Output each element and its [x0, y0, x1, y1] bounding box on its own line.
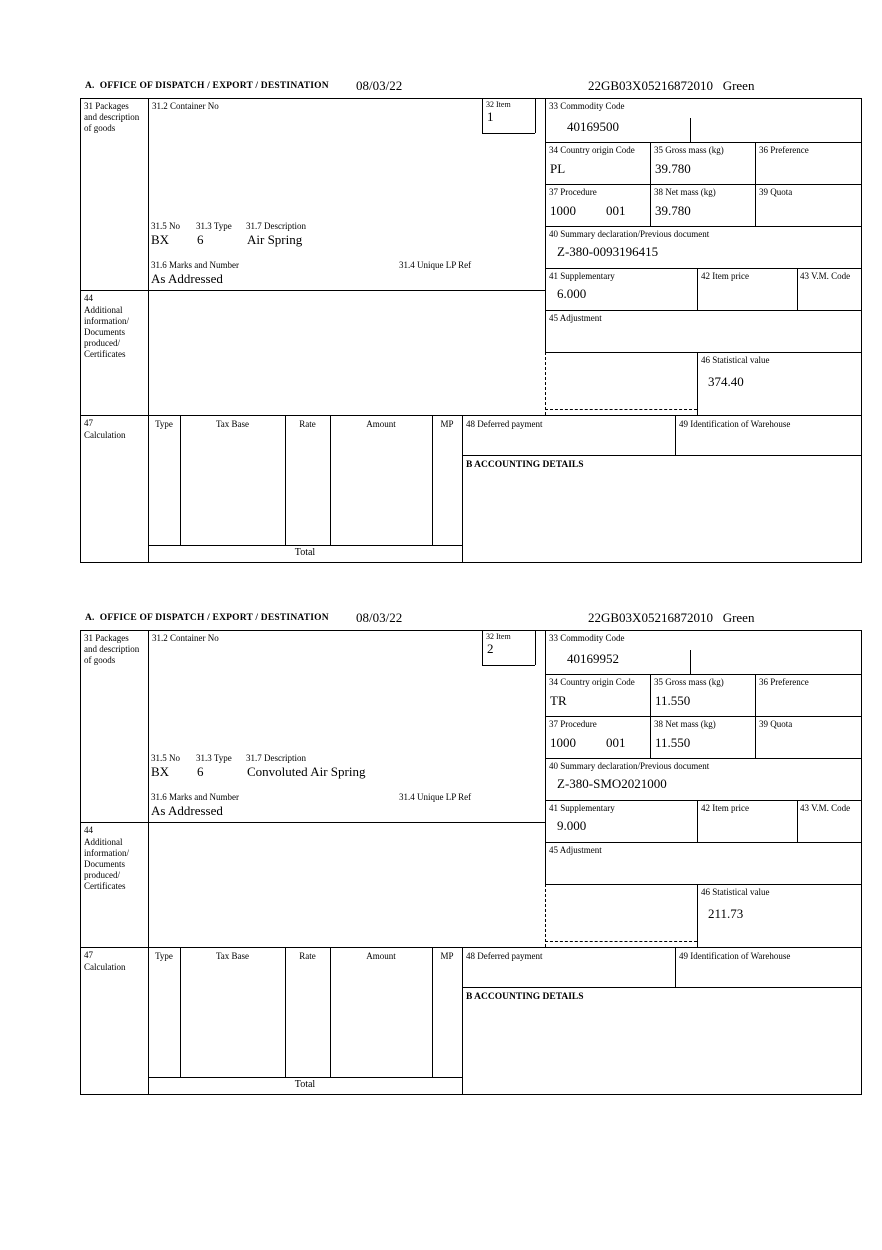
calculation-number: 47 [84, 950, 93, 960]
item-number: 2 [487, 641, 494, 656]
grid-line [462, 455, 862, 456]
accounting-details-label: B ACCOUNTING DETAILS [466, 460, 584, 470]
supplementary-value: 6.000 [557, 286, 587, 301]
marks-value: As Addressed [151, 271, 223, 286]
sad-continuation-copy [0, 78, 882, 610]
grid-line [545, 674, 862, 675]
declaration-reference: 22GB03X05216872010 Green [588, 78, 755, 93]
preference-label: 36 Preference [759, 677, 809, 687]
quota-label: 39 Quota [759, 719, 793, 729]
additional-info-number: 44 [84, 293, 93, 303]
gross-mass-label: 35 Gross mass (kg) [654, 145, 724, 155]
col-amount-label: Amount [366, 419, 396, 429]
item-box-border [535, 630, 536, 665]
warehouse-id-label: 49 Identification of Warehouse [679, 419, 791, 429]
table-column-line [180, 947, 181, 1077]
col-rate-label: Rate [299, 951, 316, 961]
unique-lp-ref-label: 31.4 Unique LP Ref [399, 260, 472, 270]
col-mp-label: MP [440, 951, 454, 961]
table-column-line [285, 415, 286, 545]
total-row-line [148, 1077, 462, 1078]
item-box-label: 32 Item [486, 100, 511, 109]
commodity-code-value: 40169500 [567, 119, 619, 134]
country-origin-label: 34 Country origin Code [549, 145, 635, 155]
gross-mass-label: 35 Gross mass (kg) [654, 677, 724, 687]
table-column-line [285, 947, 286, 1077]
additional-info-label: Additional information/ Documents produced/ Certificates [84, 837, 129, 891]
marks-value: As Addressed [151, 803, 223, 818]
calculation-number: 47 [84, 418, 93, 428]
accounting-details-label: B ACCOUNTING DETAILS [466, 992, 584, 1002]
goods-description-value: Air Spring [247, 232, 303, 247]
grid-line [80, 947, 862, 948]
dashed-grid-line [545, 352, 546, 415]
grid-line [148, 630, 149, 1095]
item-box-border [482, 133, 535, 134]
package-kind-value: BX [151, 764, 170, 779]
item-number: 1 [487, 109, 494, 124]
packages-description-label: 31 Packages and description of goods [84, 101, 140, 133]
grid-line [545, 800, 862, 801]
statistical-value: 374.40 [708, 374, 744, 389]
additional-info-number: 44 [84, 825, 93, 835]
statistical-value: 211.73 [708, 906, 744, 921]
dashed-grid-line [545, 941, 697, 942]
grid-line [462, 415, 463, 563]
col-amount-label: Amount [366, 951, 396, 961]
gross-mass-value: 11.550 [655, 693, 691, 708]
declaration-form-border [80, 98, 862, 563]
net-mass-value: 39.780 [655, 203, 691, 218]
grid-line [545, 226, 862, 227]
grid-line [545, 758, 862, 759]
summary-declaration-label: 40 Summary declaration/Previous document [549, 229, 710, 239]
gross-mass-value: 39.780 [655, 161, 691, 176]
packages-description-label: 31 Packages and description of goods [84, 633, 140, 665]
sad-continuation-copy [0, 610, 882, 1142]
quota-label: 39 Quota [759, 187, 793, 197]
package-type-label: 31.3 Type [196, 221, 232, 231]
col-type-label: Type [155, 419, 173, 429]
package-kind-value: BX [151, 232, 170, 247]
package-no-label: 31.5 No [151, 753, 180, 763]
col-type-label: Type [155, 951, 173, 961]
item-box-label: 32 Item [486, 632, 511, 641]
grid-line [697, 268, 698, 310]
commodity-code-label: 33 Commodity Code [549, 633, 625, 643]
item-box-border [482, 665, 535, 666]
vm-code-label: 43 V.M. Code [800, 271, 851, 281]
country-origin-value: TR [550, 693, 567, 708]
statistical-value-label: 46 Statistical value [701, 355, 770, 365]
total-label: Total [294, 1079, 316, 1090]
package-no-label: 31.5 No [151, 221, 180, 231]
adjustment-label: 45 Adjustment [549, 845, 602, 855]
date-value: 08/03/22 [356, 610, 403, 625]
country-origin-value: PL [550, 161, 566, 176]
procedure-value-1: 1000 [550, 203, 576, 218]
table-column-line [330, 415, 331, 545]
calculation-label: Calculation [84, 430, 126, 440]
description-label: 31.7 Description [246, 753, 306, 763]
declaration-form-border [80, 630, 862, 1095]
grid-line [462, 987, 862, 988]
item-box-border [482, 630, 483, 665]
declaration-reference: 22GB03X05216872010 Green [588, 610, 755, 625]
previous-document-value: Z-380-SMO2021000 [557, 776, 667, 791]
supplementary-label: 41 Supplementary [549, 803, 615, 813]
net-mass-label: 38 Net mass (kg) [654, 719, 716, 729]
summary-declaration-label: 40 Summary declaration/Previous document [549, 761, 710, 771]
description-label: 31.7 Description [246, 221, 306, 231]
grid-line [697, 884, 698, 947]
adjustment-label: 45 Adjustment [549, 313, 602, 323]
table-column-line [330, 947, 331, 1077]
commodity-subfield-divider [690, 118, 691, 142]
total-label: Total [294, 547, 316, 558]
item-price-label: 42 Item price [701, 271, 749, 281]
grid-line [675, 947, 676, 987]
item-price-label: 42 Item price [701, 803, 749, 813]
col-rate-label: Rate [299, 419, 316, 429]
dashed-grid-line [545, 884, 546, 947]
country-origin-label: 34 Country origin Code [549, 677, 635, 687]
marks-number-label: 31.6 Marks and Number [151, 792, 239, 802]
grid-line [80, 290, 545, 291]
marks-number-label: 31.6 Marks and Number [151, 260, 239, 270]
grid-line [697, 800, 698, 842]
grid-line [545, 842, 862, 843]
package-type-label: 31.3 Type [196, 753, 232, 763]
grid-line [545, 98, 546, 352]
item-box-border [535, 98, 536, 133]
procedure-value-2: 001 [606, 203, 626, 218]
grid-line [545, 352, 862, 353]
container-no-label: 31.2 Container No [152, 633, 219, 643]
net-mass-label: 38 Net mass (kg) [654, 187, 716, 197]
office-of-dispatch-header: A. OFFICE OF DISPATCH / EXPORT / DESTINATION [85, 613, 329, 623]
calculation-label: Calculation [84, 962, 126, 972]
preference-label: 36 Preference [759, 145, 809, 155]
supplementary-label: 41 Supplementary [549, 271, 615, 281]
grid-line [675, 415, 676, 455]
deferred-payment-label: 48 Deferred payment [466, 951, 543, 961]
grid-line [545, 310, 862, 311]
additional-info-label: Additional information/ Documents produced/ Certificates [84, 305, 129, 359]
grid-line [797, 800, 798, 842]
warehouse-id-label: 49 Identification of Warehouse [679, 951, 791, 961]
goods-description-value: Convoluted Air Spring [247, 764, 366, 779]
procedure-value-2: 001 [606, 735, 626, 750]
grid-line [80, 822, 545, 823]
grid-line [462, 947, 463, 1095]
date-value: 08/03/22 [356, 78, 403, 93]
table-column-line [432, 947, 433, 1077]
grid-line [80, 415, 862, 416]
dashed-grid-line [545, 409, 697, 410]
grid-line [545, 630, 546, 884]
grid-line [545, 716, 862, 717]
commodity-code-label: 33 Commodity Code [549, 101, 625, 111]
item-box-border [482, 98, 483, 133]
supplementary-value: 9.000 [557, 818, 587, 833]
container-no-label: 31.2 Container No [152, 101, 219, 111]
procedure-label: 37 Procedure [549, 719, 597, 729]
grid-line [545, 184, 862, 185]
office-of-dispatch-header: A. OFFICE OF DISPATCH / EXPORT / DESTINATION [85, 81, 329, 91]
package-count-value: 6 [197, 232, 204, 247]
grid-line [545, 268, 862, 269]
grid-line [697, 352, 698, 415]
table-column-line [432, 415, 433, 545]
net-mass-value: 11.550 [655, 735, 691, 750]
total-row-line [148, 545, 462, 546]
commodity-subfield-divider [690, 650, 691, 674]
grid-line [545, 142, 862, 143]
deferred-payment-label: 48 Deferred payment [466, 419, 543, 429]
table-column-line [180, 415, 181, 545]
previous-document-value: Z-380-0093196415 [557, 244, 659, 259]
col-tax-base-label: Tax Base [215, 951, 250, 961]
col-tax-base-label: Tax Base [215, 419, 250, 429]
vm-code-label: 43 V.M. Code [800, 803, 851, 813]
commodity-code-value: 40169952 [567, 651, 619, 666]
unique-lp-ref-label: 31.4 Unique LP Ref [399, 792, 472, 802]
procedure-label: 37 Procedure [549, 187, 597, 197]
grid-line [545, 884, 862, 885]
package-count-value: 6 [197, 764, 204, 779]
col-mp-label: MP [440, 419, 454, 429]
grid-line [797, 268, 798, 310]
grid-line [148, 98, 149, 563]
statistical-value-label: 46 Statistical value [701, 887, 770, 897]
procedure-value-1: 1000 [550, 735, 576, 750]
